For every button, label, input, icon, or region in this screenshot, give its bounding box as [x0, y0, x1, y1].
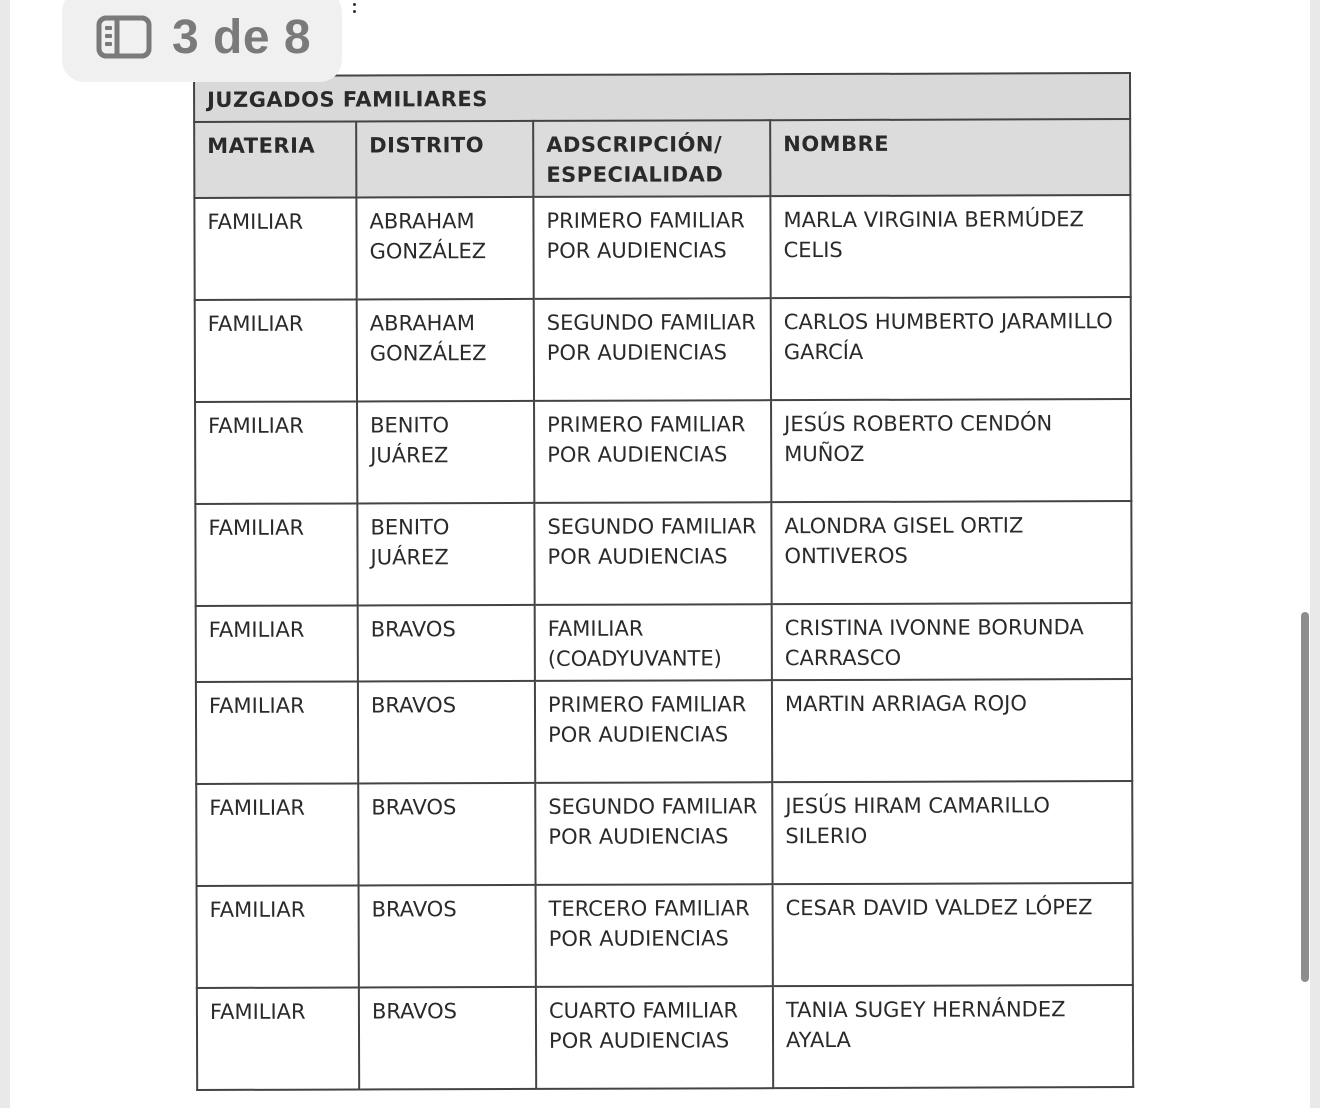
cell-distrito: BRAVOS	[358, 681, 535, 784]
cell-nombre: JESÚS HIRAM CAMARILLO SILERIO	[772, 781, 1132, 884]
cell-nombre: TANIA SUGEY HERNÁNDEZ AYALA	[773, 985, 1133, 1088]
cell-materia: FAMILIAR	[196, 783, 358, 886]
cell-materia: FAMILIAR	[194, 197, 356, 300]
cell-nombre: JESÚS ROBERTO CENDÓN MUÑOZ	[771, 399, 1131, 502]
cell-materia: FAMILIAR	[197, 885, 359, 988]
cell-adscripcion: TERCERO FAMILIAR POR AUDIENCIAS	[536, 884, 773, 987]
cell-adscripcion: SEGUNDO FAMILIAR POR AUDIENCIAS	[535, 782, 772, 885]
cell-materia: FAMILIAR	[197, 987, 359, 1090]
vertical-scrollbar[interactable]	[1301, 612, 1309, 982]
cell-adscripcion: PRIMERO FAMILIAR POR AUDIENCIAS	[534, 400, 771, 503]
table-row	[194, 195, 1130, 300]
table-row	[196, 603, 1132, 682]
table-row	[196, 781, 1132, 886]
cell-distrito: BRAVOS	[358, 605, 535, 682]
table-row	[196, 679, 1132, 784]
cell-distrito: BENITO JUÁREZ	[357, 503, 534, 606]
cell-distrito: BENITO JUÁREZ	[357, 401, 534, 504]
table-row	[195, 297, 1131, 402]
cell-adscripcion: PRIMERO FAMILIAR POR AUDIENCIAS	[533, 196, 770, 299]
cell-nombre: CARLOS HUMBERTO JARAMILLO GARCÍA	[771, 297, 1131, 400]
cell-nombre: MARTIN ARRIAGA ROJO	[772, 679, 1132, 782]
cell-nombre: ALONDRA GISEL ORTIZ ONTIVEROS	[771, 501, 1131, 604]
table-row	[197, 985, 1133, 1090]
header-adscripcion	[533, 120, 770, 197]
cell-distrito: BRAVOS	[359, 885, 536, 988]
table-row	[195, 501, 1131, 606]
header-nombre: NOMBRE	[770, 119, 1130, 196]
cell-materia: FAMILIAR	[196, 681, 358, 784]
cell-adscripcion: SEGUNDO FAMILIAR POR AUDIENCIAS	[534, 298, 771, 401]
header-materia: MATERIA	[194, 121, 356, 198]
document-page	[10, 0, 1310, 1108]
more-icon	[353, 0, 359, 16]
cell-nombre: CRISTINA IVONNE BORUNDA CARRASCO	[772, 603, 1132, 680]
cell-materia: FAMILIAR	[195, 401, 357, 504]
cell-nombre: MARLA VIRGINIA BERMÚDEZ CELIS	[770, 195, 1130, 298]
table-title: JUZGADOS FAMILIARES	[194, 73, 1130, 122]
cell-distrito: ABRAHAM GONZÁLEZ	[356, 197, 533, 300]
cell-nombre: CESAR DAVID VALDEZ LÓPEZ	[773, 883, 1133, 986]
cell-distrito: BRAVOS	[358, 783, 535, 886]
cell-adscripcion: CUARTO FAMILIAR POR AUDIENCIAS	[536, 986, 773, 1089]
header-adscripcion-line2: ESPECIALIDAD	[546, 162, 724, 187]
header-distrito: DISTRITO	[356, 121, 533, 198]
cell-materia: FAMILIAR	[195, 299, 357, 402]
cell-adscripcion: PRIMERO FAMILIAR POR AUDIENCIAS	[535, 680, 772, 783]
cell-distrito: ABRAHAM GONZÁLEZ	[357, 299, 534, 402]
cell-adscripcion: FAMILIAR (COADYUVANTE)	[535, 604, 772, 681]
cell-adscripcion: SEGUNDO FAMILIAR POR AUDIENCIAS	[534, 502, 771, 605]
sidebar-icon	[96, 15, 152, 63]
cell-distrito: BRAVOS	[359, 987, 536, 1090]
cell-materia: FAMILIAR	[195, 503, 357, 606]
courts-table	[193, 72, 1134, 1091]
cell-materia: FAMILIAR	[196, 605, 358, 682]
table-row	[195, 399, 1131, 504]
page-indicator-button[interactable]	[62, 0, 342, 82]
table-row	[197, 883, 1133, 988]
page-count-label: 3 de 8	[172, 11, 312, 64]
header-adscripcion-line1: ADSCRIPCIÓN/	[546, 132, 723, 157]
